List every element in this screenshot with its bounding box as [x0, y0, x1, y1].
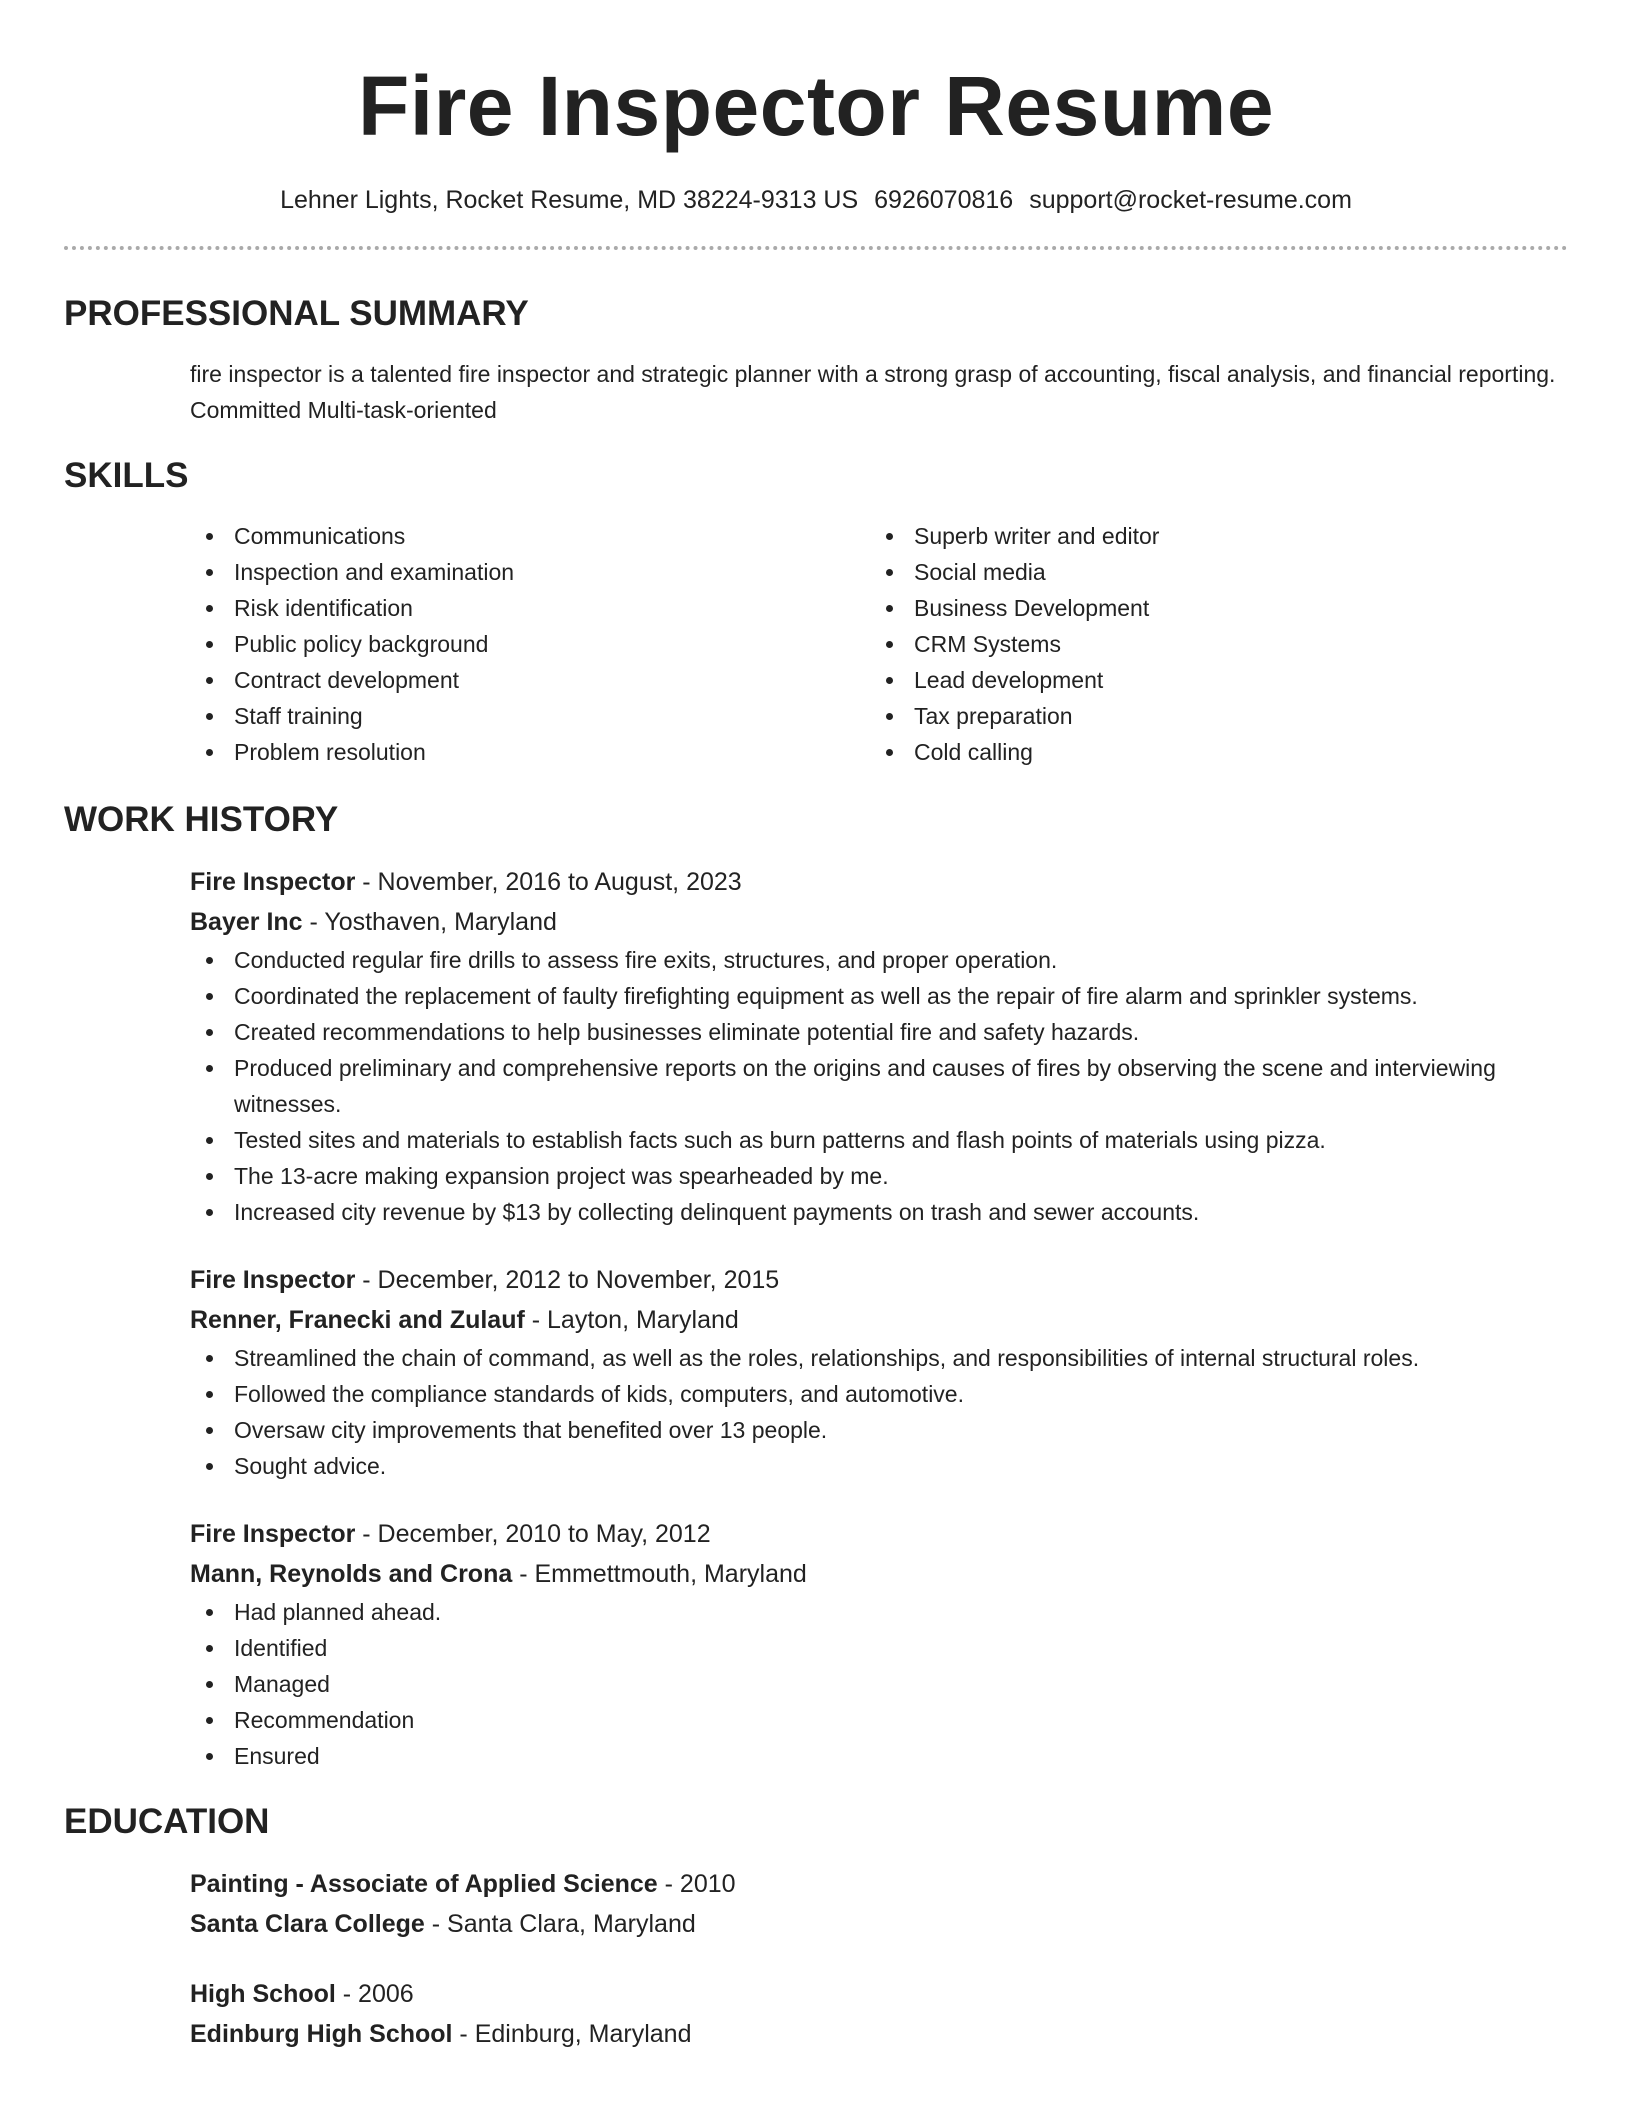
education-location: - Santa Clara, Maryland — [424, 1910, 696, 1938]
education-entry — [190, 1974, 1568, 2054]
job-bullet: Conducted regular fire drills to assess fire exits, structures, and proper operation. — [190, 942, 1568, 978]
skill-item: Superb writer and editor — [870, 518, 1550, 554]
education-degree-line — [190, 1974, 1568, 2014]
summary-heading: PROFESSIONAL SUMMARY — [64, 294, 529, 333]
job-bullet: Oversaw city improvements that benefited over 13 people. — [190, 1412, 1568, 1448]
summary-text: fire inspector is a talented fire inspector and strategic planner with a strong grasp of accounting, fiscal analysis, and financial reporting. Committed Multi-task-oriented — [190, 361, 1556, 423]
job-title-line — [190, 862, 1568, 902]
skill-item: Problem resolution — [190, 734, 870, 770]
job-location: - Emmettmouth, Maryland — [512, 1560, 807, 1588]
job-title-line — [190, 1514, 1568, 1554]
job-dates: - December, 2010 to May, 2012 — [355, 1520, 711, 1548]
skill-item: Inspection and examination — [190, 554, 870, 590]
education-heading: EDUCATION — [64, 1802, 270, 1841]
contact-phone: 6926070816 — [874, 186, 1014, 214]
education-location: - Edinburg, Maryland — [452, 2020, 692, 2048]
job-location: - Yosthaven, Maryland — [302, 908, 557, 936]
resume-page — [64, 0, 1568, 2054]
job-company-line — [190, 902, 1568, 942]
job-company-line — [190, 1300, 1568, 1340]
job-role: Fire Inspector — [190, 868, 356, 896]
skill-item: Communications — [190, 518, 870, 554]
skill-item: Contract development — [190, 662, 870, 698]
resume-title: Fire Inspector Resume — [357, 59, 1275, 153]
job-bullet: Sought advice. — [190, 1448, 1568, 1484]
job-company: Mann, Reynolds and Crona — [190, 1560, 513, 1588]
job-bullet: Increased city revenue by $13 by collecting delinquent payments on trash and sewer accounts. — [190, 1194, 1568, 1230]
job-bullet: Tested sites and materials to establish facts such as burn patterns and flash points of materials using pizza. — [190, 1122, 1568, 1158]
header-divider — [64, 246, 1568, 250]
job-bullets — [190, 1594, 1568, 1774]
education-year: - 2010 — [657, 1870, 736, 1898]
skill-item: Lead development — [870, 662, 1550, 698]
skill-item: Risk identification — [190, 590, 870, 626]
contact-email: support@rocket-resume.com — [1029, 186, 1352, 214]
education-year: - 2006 — [335, 1980, 414, 2008]
skill-item: Cold calling — [870, 734, 1550, 770]
job-bullet: Created recommendations to help businesses eliminate potential fire and safety hazards. — [190, 1014, 1568, 1050]
job-bullet: Recommendation — [190, 1702, 1568, 1738]
contact-address: Lehner Lights, Rocket Resume, MD 38224-9313 US — [280, 186, 859, 214]
job-role: Fire Inspector — [190, 1520, 356, 1548]
skill-item: CRM Systems — [870, 626, 1550, 662]
skills-column-right — [870, 518, 1550, 770]
skill-item: Business Development — [870, 590, 1550, 626]
job-title-line — [190, 1260, 1568, 1300]
job-company: Bayer Inc — [190, 908, 303, 936]
skills-column-left — [190, 518, 870, 770]
education-degree: Painting - Associate of Applied Science — [190, 1870, 658, 1898]
skill-item: Tax preparation — [870, 698, 1550, 734]
skill-item: Public policy background — [190, 626, 870, 662]
job-role: Fire Inspector — [190, 1266, 356, 1294]
job-entry — [190, 862, 1568, 1230]
education-school: Santa Clara College — [190, 1910, 425, 1938]
skills-heading: SKILLS — [64, 456, 189, 495]
skills-list — [190, 518, 1568, 770]
job-bullets — [190, 942, 1568, 1230]
education-school-line — [190, 1904, 1568, 1944]
job-bullet: Streamlined the chain of command, as well as the roles, relationships, and responsibilities of internal structural roles. — [190, 1340, 1568, 1376]
skill-item: Staff training — [190, 698, 870, 734]
education-school: Edinburg High School — [190, 2020, 453, 2048]
job-bullet: Identified — [190, 1630, 1568, 1666]
job-bullet: Managed — [190, 1666, 1568, 1702]
education-school-line — [190, 2014, 1568, 2054]
skill-item: Social media — [870, 554, 1550, 590]
education-degree: High School — [190, 1980, 336, 2008]
job-company: Renner, Franecki and Zulauf — [190, 1306, 525, 1334]
job-entry — [190, 1514, 1568, 1774]
education-entry — [190, 1864, 1568, 1944]
job-bullet: Coordinated the replacement of faulty firefighting equipment as well as the repair of fire alarm and sprinkler systems. — [190, 978, 1568, 1014]
contact-line — [64, 184, 1568, 216]
job-bullets — [190, 1340, 1568, 1484]
job-bullet: Produced preliminary and comprehensive reports on the origins and causes of fires by observing the scene and interviewing witnesses. — [190, 1050, 1568, 1122]
job-bullet: Had planned ahead. — [190, 1594, 1568, 1630]
job-company-line — [190, 1554, 1568, 1594]
job-location: - Layton, Maryland — [524, 1306, 739, 1334]
education-degree-line — [190, 1864, 1568, 1904]
job-dates: - November, 2016 to August, 2023 — [355, 868, 742, 896]
job-bullet: The 13-acre making expansion project was spearheaded by me. — [190, 1158, 1568, 1194]
work-history-heading: WORK HISTORY — [64, 800, 339, 839]
job-bullet: Ensured — [190, 1738, 1568, 1774]
job-entry — [190, 1260, 1568, 1484]
job-dates: - December, 2012 to November, 2015 — [355, 1266, 780, 1294]
job-bullet: Followed the compliance standards of kids, computers, and automotive. — [190, 1376, 1568, 1412]
